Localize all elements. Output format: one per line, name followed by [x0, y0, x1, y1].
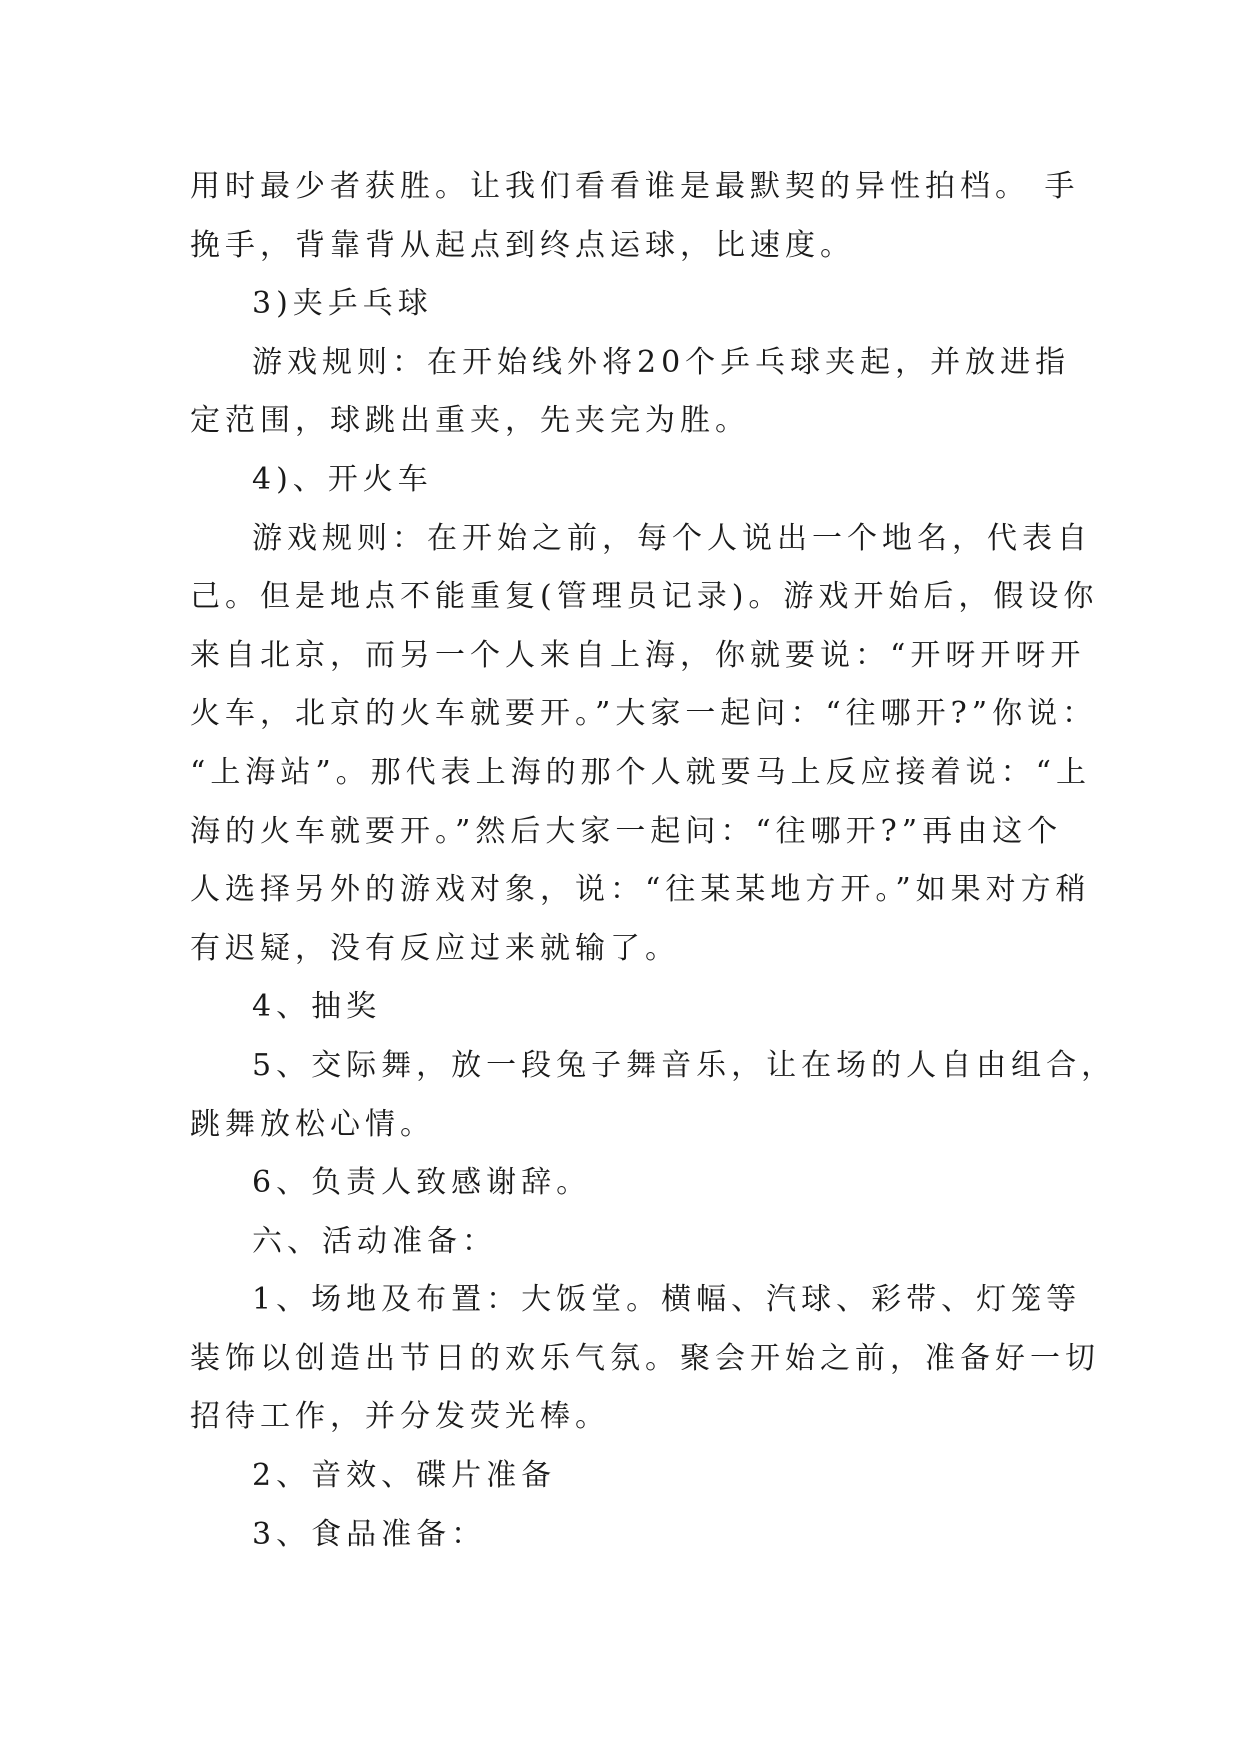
subheading: 3)夹乒乓球	[252, 286, 433, 322]
list-item: 1、场地及布置：大饭堂。横幅、汽球、彩带、灯笼等	[252, 1282, 1082, 1318]
text-line: 游戏规则：在开始线外将20个乒乓球夹起，并放进指	[252, 344, 1071, 380]
text-line: 用时最少者获胜。让我们看看谁是最默契的异性拍档。 手	[190, 169, 1080, 204]
text-line: 己。但是地点不能重复(管理员记录)。游戏开始后，假设你	[190, 579, 1099, 615]
text-line: 人选择另外的游戏对象，说：“往某某地方开。”如果对方稍	[190, 872, 1091, 908]
text-line: 跳舞放松心情。	[190, 1106, 435, 1142]
list-item: 6、负责人致感谢辞。	[252, 1165, 592, 1201]
list-item: 2、音效、碟片准备	[252, 1458, 557, 1494]
list-item: 4、抽奖	[252, 989, 382, 1025]
document-body	[190, 158, 1117, 1564]
list-item: 5、交际舞，放一段兔子舞音乐，让在场的人自由组合，	[252, 1047, 1117, 1083]
text-line: 挽手，背靠背从起点到终点运球，比速度。	[190, 227, 855, 263]
section-heading: 六、活动准备：	[252, 1223, 497, 1259]
subheading: 4)、开火车	[252, 461, 433, 497]
text-line: 海的火车就要开。”然后大家一起问：“往哪开?”再由这个	[190, 813, 1063, 849]
text-line: 有迟疑，没有反应过来就输了。	[190, 930, 680, 966]
text-line: 来自北京，而另一个人来自上海，你就要说：“开呀开呀开	[190, 637, 1086, 673]
text-line: 招待工作，并分发荧光棒。	[190, 1399, 610, 1435]
text-line: 火车，北京的火车就要开。”大家一起问：“往哪开?”你说：	[190, 696, 1098, 732]
text-line: 定范围，球跳出重夹，先夹完为胜。	[190, 403, 750, 439]
list-item: 3、食品准备：	[252, 1516, 487, 1552]
text-line: “上海站”。那代表上海的那个人就要马上反应接着说：“上	[190, 754, 1092, 790]
text-line: 游戏规则：在开始之前，每个人说出一个地名，代表自	[252, 520, 1092, 556]
text-line: 装饰以创造出节日的欢乐气氛。聚会开始之前，准备好一切	[190, 1340, 1100, 1376]
